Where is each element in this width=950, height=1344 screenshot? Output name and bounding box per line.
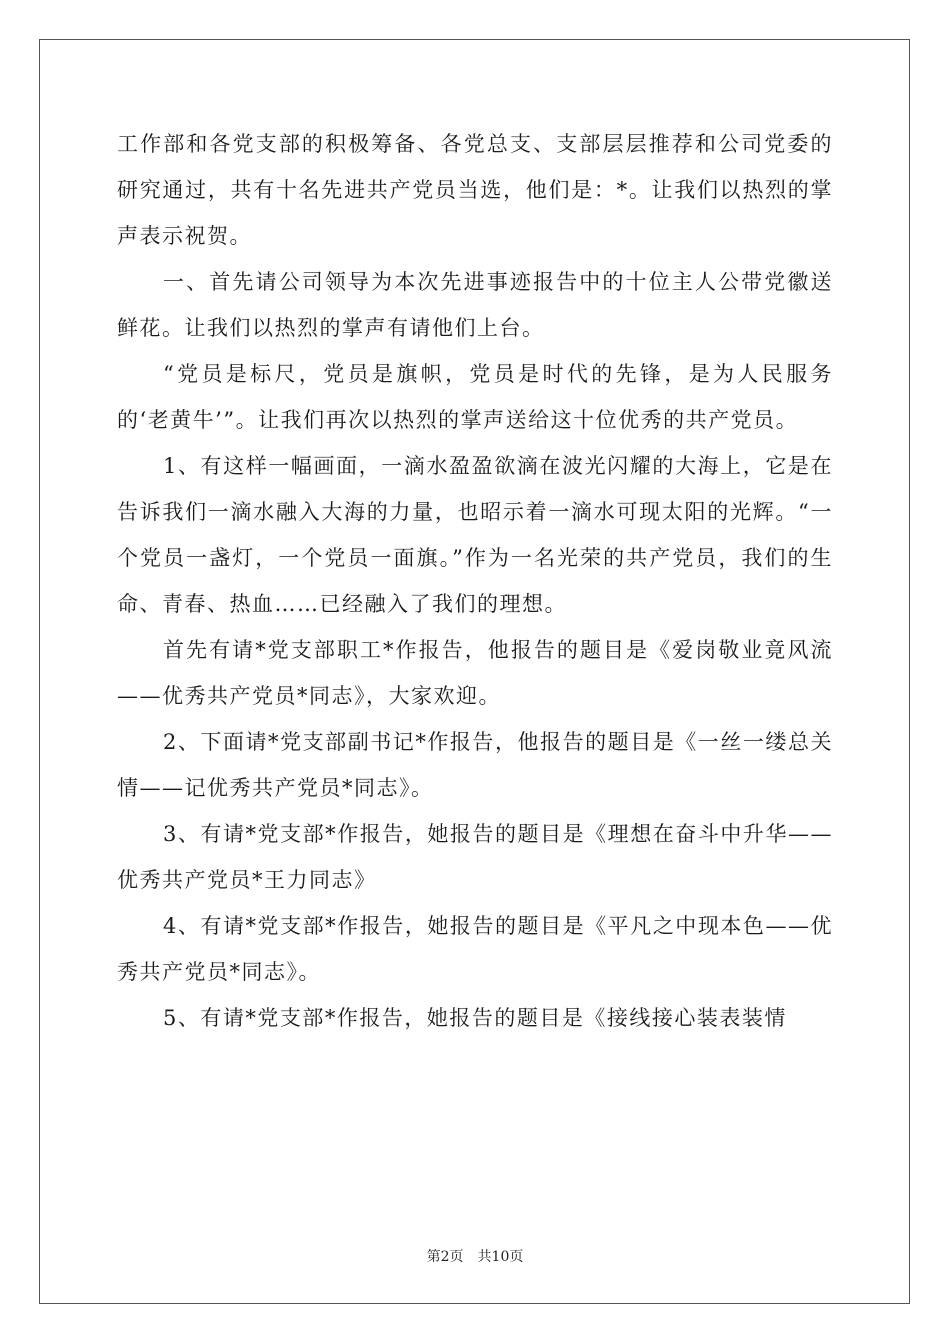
- page-footer: [0, 1246, 950, 1266]
- paragraph-9: 5、有请*党支部*作报告，她报告的题目是《接线接心装表装情: [163, 1006, 787, 1030]
- paragraph-1: 工作部和各党支部的积极筹备、各党总支、支部层层推荐和公司党委的研究通过，共有十名先进共产党员当选，他们是：*。让我们以热烈的掌声表示祝贺。: [117, 132, 833, 248]
- paragraph-4: 1、有这样一幅画面，一滴水盈盈欲滴在波光闪耀的大海上，它是在告诉我们一滴水融入大海的力量，也昭示着一滴水可现太阳的光辉。“一个党员一盏灯，一个党员一面旗。”作为一名光荣的共产党员，我们的生命、青春、热血……已经融入了我们的理想。: [117, 454, 833, 616]
- page-number: 第2页: [426, 1249, 464, 1265]
- paragraph-6: 2、下面请*党支部副书记*作报告，他报告的题目是《一丝一缕总关情——记优秀共产党员*同志》。: [117, 730, 833, 800]
- document-body: [117, 121, 833, 1041]
- paragraph-8: 4、有请*党支部*作报告，她报告的题目是《平凡之中现本色——优秀共产党员*同志》。: [117, 914, 833, 984]
- paragraph-2: 一、首先请公司领导为本次先进事迹报告中的十位主人公带党徽送鲜花。让我们以热烈的掌声有请他们上台。: [117, 270, 833, 340]
- paragraph-7: 3、有请*党支部*作报告，她报告的题目是《理想在奋斗中升华——优秀共产党员*王力同志》: [117, 822, 833, 892]
- paragraph-5: 首先有请*党支部职工*作报告，他报告的题目是《爱岗敬业竟风流——优秀共产党员*同志》，大家欢迎。: [117, 638, 833, 708]
- paragraph-3: “党员是标尺，党员是旗帜，党员是时代的先锋，是为人民服务的‘老黄牛’”。让我们再次以热烈的掌声送给这十位优秀的共产党员。: [117, 362, 833, 432]
- page-total: 共10页: [477, 1249, 524, 1265]
